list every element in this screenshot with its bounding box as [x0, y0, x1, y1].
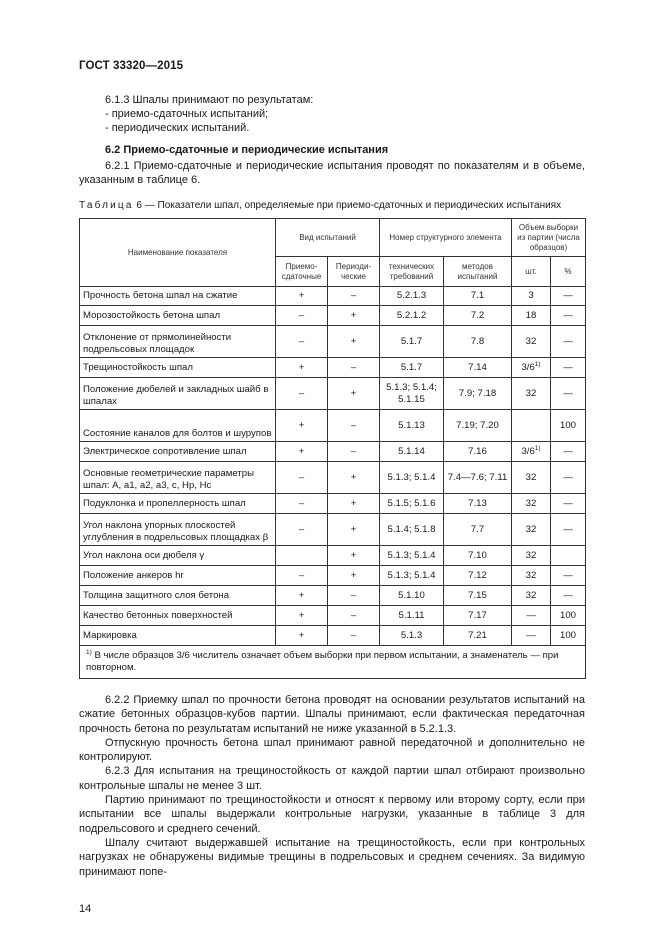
cell-indicator-name [80, 606, 276, 626]
cell-indicator-name [80, 462, 276, 494]
col-header-sample-volume: Объем выборки из партии (числа образцов) [512, 219, 586, 257]
cell-pcs [512, 462, 551, 494]
cell-periodic-value: + [350, 335, 357, 347]
cell-indicator-name-value: Электрическое сопротивление шпал [83, 445, 247, 457]
cell-test-method-value: 7.8 [470, 335, 485, 347]
cell-indicator-name [80, 306, 276, 326]
col-header-name: Наименование показателя [80, 219, 276, 287]
cell-test-method [444, 494, 512, 514]
table-row [80, 514, 586, 546]
cell-acceptance [276, 306, 328, 326]
cell-test-method-value: 7.14 [468, 361, 487, 373]
footnote-ref: 1) [534, 444, 541, 452]
table-row [80, 494, 586, 514]
body-text [79, 693, 585, 879]
cell-test-method [444, 358, 512, 378]
cell-periodic-value: + [350, 523, 357, 535]
cell-pcs [512, 287, 551, 306]
cell-acceptance [276, 462, 328, 494]
cell-periodic-value: + [350, 569, 357, 581]
cell-indicator-name [80, 287, 276, 306]
table-row [80, 306, 586, 326]
cell-percent [551, 494, 586, 514]
footnote-text: В числе образцов 3/6 числитель означает объем выборки при первом испытании, а знаменатель — при повторном. [86, 650, 559, 673]
col-header-periodic: Периоди-ческие [328, 257, 380, 287]
cell-acceptance-value: + [298, 629, 305, 641]
cell-acceptance [276, 410, 328, 442]
cell-pcs [512, 378, 551, 410]
list-item: - приемо-сдаточных испытаний; [105, 108, 269, 120]
cell-indicator-name [80, 378, 276, 410]
clause-6-2-3: 6.2.3 Для испытания на трещиностойкость от каждой партии шпал отбирают произвольно контрольные шпалы не менее 3 шт. [79, 765, 585, 792]
cell-test-method-value: 7.21 [468, 629, 487, 641]
col-header-struct-number: Номер структурного элемента [380, 219, 512, 257]
cell-periodic [328, 410, 380, 442]
cell-acceptance [276, 442, 328, 462]
cell-indicator-name [80, 514, 276, 546]
cell-test-method-value: 7.10 [468, 549, 487, 561]
cell-pcs [512, 326, 551, 358]
cell-percent-value: — [563, 335, 573, 347]
cell-indicator-name-value: Положение анкеров hr [83, 569, 184, 581]
cell-acceptance [276, 494, 328, 514]
cell-tech-req-value: 5.1.5; 5.1.6 [387, 497, 436, 509]
cell-percent [551, 442, 586, 462]
cell-test-method [444, 410, 512, 442]
cell-periodic [328, 626, 380, 646]
cell-test-method-value: 7.2 [470, 309, 485, 321]
cell-pcs [512, 586, 551, 606]
cell-percent [551, 378, 586, 410]
table-row [80, 606, 586, 626]
cell-indicator-name-value: Угол наклона оси дюбеля γ [83, 549, 205, 561]
cell-tech-req-value: 5.1.10 [398, 589, 425, 601]
cell-periodic-value: + [350, 497, 357, 509]
table-row [80, 462, 586, 494]
cell-pcs-value: 32 [525, 497, 537, 509]
cell-percent-value: — [563, 569, 573, 581]
cell-pcs [512, 358, 551, 378]
table-row [80, 546, 586, 566]
clause-6-1-3: 6.1.3 Шпалы принимают по результатам: [105, 94, 314, 106]
cell-test-method-value: 7.12 [468, 569, 487, 581]
footnote-mark: 1) [86, 648, 92, 656]
cell-periodic [328, 586, 380, 606]
cell-periodic-value: – [350, 445, 357, 457]
cell-tech-req [380, 586, 444, 606]
cell-tech-req [380, 606, 444, 626]
cell-acceptance-value: + [298, 589, 305, 601]
cell-indicator-name-value: Угол наклона упорных плоскостей углубления в подрельсовых площадках β [83, 520, 269, 543]
cell-tech-req [380, 287, 444, 306]
paragraph: Отпускную прочность бетона шпал принимают равной передаточной и дополнительно не контролируют. [79, 736, 585, 764]
cell-tech-req-value: 5.1.11 [398, 609, 425, 621]
cell-test-method [444, 287, 512, 306]
cell-test-method-value: 7.1 [470, 290, 485, 301]
document-code: ГОСТ 33320—2015 [79, 60, 184, 72]
cell-percent [551, 566, 586, 586]
section-title: 6.2 Приемо-сдаточные и периодические испытания [105, 144, 389, 156]
cell-indicator-name-value: Морозостойкость бетона шпал [83, 309, 221, 321]
col-header-tech-req: технических требований [380, 257, 444, 287]
cell-test-method-value: 7.4—7.6; 7.11 [447, 471, 508, 483]
table-row [80, 378, 586, 410]
cell-test-method [444, 442, 512, 462]
cell-acceptance-value: + [298, 609, 305, 621]
clause-6-2-1: 6.2.1 Приемо-сдаточные и периодические испытания проводят по показателям и в объеме, указанным в таблице 6. [79, 160, 585, 187]
cell-pcs-value: 3/6 [521, 361, 535, 373]
cell-tech-req [380, 378, 444, 410]
cell-indicator-name-value: Качество бетонных поверхностей [83, 609, 233, 621]
cell-acceptance-value: – [298, 523, 305, 535]
cell-test-method [444, 606, 512, 626]
cell-periodic [328, 287, 380, 306]
cell-tech-req-value: 5.1.14 [398, 445, 425, 457]
cell-periodic [328, 494, 380, 514]
cell-test-method [444, 546, 512, 566]
cell-percent [551, 326, 586, 358]
cell-tech-req [380, 442, 444, 462]
cell-tech-req-value: 5.1.3 [400, 629, 423, 641]
cell-pcs [512, 410, 551, 442]
cell-periodic-value: – [350, 589, 357, 601]
cell-tech-req-value: 5.2.1.2 [396, 309, 427, 321]
cell-percent [551, 410, 586, 442]
cell-acceptance-value: – [298, 335, 305, 347]
cell-acceptance [276, 606, 328, 626]
cell-periodic-value: + [350, 309, 357, 321]
clause-6-2-2: 6.2.2 Приемку шпал по прочности бетона проводят на основании результатов испытаний на сжатие бетонных образцов-кубов партии. Шпалы принимают, если фактическая передаточная прочность бетона по результатам испытаний не ниже указанной в 5.2.1.3. [79, 694, 585, 735]
cell-pcs-value: 3 [528, 290, 534, 301]
table-caption-label: Таблица [79, 200, 134, 211]
cell-test-method [444, 566, 512, 586]
cell-acceptance-value: + [298, 419, 305, 431]
cell-test-method [444, 378, 512, 410]
cell-acceptance-value: + [298, 445, 305, 457]
cell-test-method [444, 586, 512, 606]
cell-indicator-name-value: Прочность бетона шпал на сжатие [83, 290, 238, 301]
cell-periodic [328, 358, 380, 378]
cell-acceptance [276, 566, 328, 586]
cell-tech-req [380, 546, 444, 566]
cell-pcs [512, 442, 551, 462]
cell-tech-req-value: 5.1.3; 5.1.4; 5.1.15 [386, 381, 437, 405]
cell-periodic-value: – [350, 629, 357, 641]
cell-periodic [328, 514, 380, 546]
cell-tech-req [380, 358, 444, 378]
cell-indicator-name [80, 442, 276, 462]
cell-tech-req-value: 5.1.7 [400, 361, 423, 373]
cell-percent-value: 100 [559, 609, 576, 621]
cell-tech-req-value: 5.2.1.3 [396, 290, 427, 301]
cell-percent [551, 606, 586, 626]
cell-indicator-name-value: Трещиностойкость шпал [83, 361, 193, 373]
cell-percent-value: — [563, 471, 573, 483]
cell-acceptance [276, 287, 328, 306]
cell-acceptance-value: – [298, 309, 305, 321]
col-header-test-type: Вид испытаний [276, 219, 380, 257]
cell-indicator-name-value: Отклонение от прямолинейности подрельсовых площадок [83, 332, 232, 355]
cell-periodic-value: – [350, 419, 357, 431]
cell-test-method-value: 7.17 [468, 609, 487, 621]
col-header-acceptance: Приемо-сдаточные [276, 257, 328, 287]
cell-test-method [444, 326, 512, 358]
cell-pcs [512, 494, 551, 514]
cell-percent-value: 100 [559, 629, 576, 641]
cell-indicator-name [80, 586, 276, 606]
cell-indicator-name [80, 410, 276, 442]
cell-periodic-value: + [350, 549, 357, 561]
cell-tech-req-value: 5.1.3; 5.1.4 [387, 471, 436, 483]
cell-indicator-name [80, 326, 276, 358]
cell-acceptance-value: – [298, 569, 305, 581]
table-footnote [80, 646, 586, 679]
cell-acceptance [276, 546, 328, 566]
cell-tech-req-value: 5.1.3; 5.1.4 [387, 569, 436, 581]
cell-tech-req [380, 306, 444, 326]
cell-periodic [328, 442, 380, 462]
table-row [80, 626, 586, 646]
cell-pcs-value: 32 [525, 471, 537, 483]
cell-test-method-value: 7.7 [470, 523, 485, 535]
cell-periodic-value: – [350, 609, 357, 621]
cell-percent-value: — [563, 497, 573, 509]
cell-acceptance [276, 626, 328, 646]
list-item: - периодических испытаний. [105, 122, 250, 134]
table-row [80, 442, 586, 462]
cell-pcs-value: 3/6 [521, 445, 535, 457]
cell-percent-value: — [563, 290, 573, 301]
table-caption-text: 6 — Показатели шпал, определяемые при приемо-сдаточных и периодических испытаниях [136, 200, 562, 211]
cell-acceptance [276, 326, 328, 358]
cell-tech-req-value: 5.1.4; 5.1.8 [387, 523, 436, 535]
cell-pcs [512, 626, 551, 646]
cell-percent [551, 586, 586, 606]
cell-acceptance [276, 378, 328, 410]
cell-indicator-name-value: Толщина защитного слоя бетона [83, 589, 230, 601]
table-row [80, 566, 586, 586]
col-header-percent: % [551, 257, 586, 287]
cell-indicator-name [80, 546, 276, 566]
cell-indicator-name [80, 626, 276, 646]
cell-indicator-name-value: Маркировка [83, 629, 137, 641]
cell-test-method [444, 306, 512, 326]
cell-pcs-value: 32 [525, 523, 537, 535]
table-row [80, 410, 586, 442]
cell-tech-req [380, 410, 444, 442]
cell-acceptance [276, 358, 328, 378]
table-row [80, 358, 586, 378]
cell-test-method-value: 7.13 [468, 497, 487, 509]
cell-test-method-value: 7.16 [468, 445, 487, 457]
cell-periodic [328, 462, 380, 494]
cell-percent-value: — [563, 387, 573, 399]
cell-acceptance [276, 586, 328, 606]
cell-indicator-name [80, 358, 276, 378]
cell-tech-req [380, 566, 444, 586]
table-row [80, 287, 586, 306]
cell-pcs-value: 32 [525, 387, 537, 399]
cell-periodic [328, 306, 380, 326]
cell-acceptance [276, 514, 328, 546]
cell-percent [551, 306, 586, 326]
paragraph: Партию принимают по трещиностойкости и относят к первому или второму сорту, если при испытании все шпалы выдержали контрольные нагрузки, указанные в таблице 3 для подрельсового и среднего сечений. [79, 794, 585, 835]
cell-tech-req [380, 626, 444, 646]
indicators-table [79, 218, 586, 679]
cell-pcs-value: — [526, 629, 536, 641]
table-row [80, 326, 586, 358]
cell-periodic-value: – [350, 290, 357, 301]
paragraph: Шпалу считают выдержавшей испытание на трещиностойкость, если при контрольных нагрузках не обнаружены видимые трещины в подрельсовых и среднем сечениях. За видимую принимают попе- [79, 836, 585, 878]
cell-periodic [328, 546, 380, 566]
cell-periodic-value: + [350, 471, 357, 483]
cell-pcs-value: 32 [525, 549, 537, 561]
cell-periodic [328, 378, 380, 410]
cell-percent-value: 100 [559, 419, 576, 431]
table-caption [79, 200, 561, 211]
cell-test-method [444, 514, 512, 546]
cell-indicator-name [80, 494, 276, 514]
cell-pcs-value: — [526, 609, 536, 621]
cell-indicator-name-value: Состояние каналов для болтов и шурупов [83, 428, 272, 439]
cell-pcs [512, 606, 551, 626]
cell-test-method [444, 626, 512, 646]
table-row [80, 586, 586, 606]
cell-pcs-value: 18 [525, 309, 537, 321]
cell-indicator-name-value: Положение дюбелей и закладных шайб в шпалах [83, 384, 269, 407]
cell-pcs-value: 32 [525, 589, 537, 601]
cell-tech-req-value: 5.1.3; 5.1.4 [387, 549, 436, 561]
cell-test-method [444, 462, 512, 494]
cell-test-method-value: 7.19; 7.20 [456, 419, 499, 431]
cell-pcs [512, 514, 551, 546]
cell-percent [551, 287, 586, 306]
cell-acceptance-value: + [298, 361, 305, 373]
col-header-pcs: шт. [512, 257, 551, 287]
cell-percent-value: — [563, 361, 573, 373]
cell-acceptance-value: – [298, 497, 305, 509]
page-number: 14 [79, 903, 92, 915]
cell-percent [551, 358, 586, 378]
cell-periodic [328, 566, 380, 586]
col-header-test-methods: методов испытаний [444, 257, 512, 287]
cell-percent [551, 462, 586, 494]
cell-pcs [512, 306, 551, 326]
cell-pcs [512, 566, 551, 586]
cell-percent-value: — [563, 523, 573, 535]
cell-test-method-value: 7.9; 7.18 [458, 387, 497, 399]
cell-test-method-value: 7.15 [468, 589, 487, 601]
cell-pcs [512, 546, 551, 566]
cell-pcs-value: 32 [525, 335, 537, 347]
cell-periodic [328, 606, 380, 626]
cell-indicator-name [80, 566, 276, 586]
cell-periodic [328, 326, 380, 358]
cell-tech-req-value: 5.1.13 [398, 419, 425, 431]
cell-tech-req [380, 326, 444, 358]
cell-percent-value: — [563, 445, 573, 457]
cell-tech-req-value: 5.1.7 [400, 335, 423, 347]
cell-acceptance-value: – [298, 387, 305, 399]
cell-pcs-value: 32 [525, 569, 537, 581]
cell-percent [551, 546, 586, 566]
footnote-ref: 1) [534, 360, 541, 368]
cell-periodic-value: + [350, 387, 357, 399]
cell-tech-req [380, 462, 444, 494]
cell-percent [551, 514, 586, 546]
cell-percent-value: — [563, 589, 573, 601]
cell-acceptance-value: – [298, 471, 305, 483]
cell-percent [551, 626, 586, 646]
cell-indicator-name-value: Основные геометрические параметры шпал: A, a1, a2, a3, c, Hp, Hc [83, 468, 254, 491]
cell-tech-req [380, 514, 444, 546]
cell-indicator-name-value: Подуклонка и пропеллерность шпал [83, 497, 246, 509]
cell-percent-value: — [563, 309, 573, 321]
cell-periodic-value: – [350, 361, 357, 373]
cell-tech-req [380, 494, 444, 514]
cell-acceptance-value: + [298, 290, 305, 301]
